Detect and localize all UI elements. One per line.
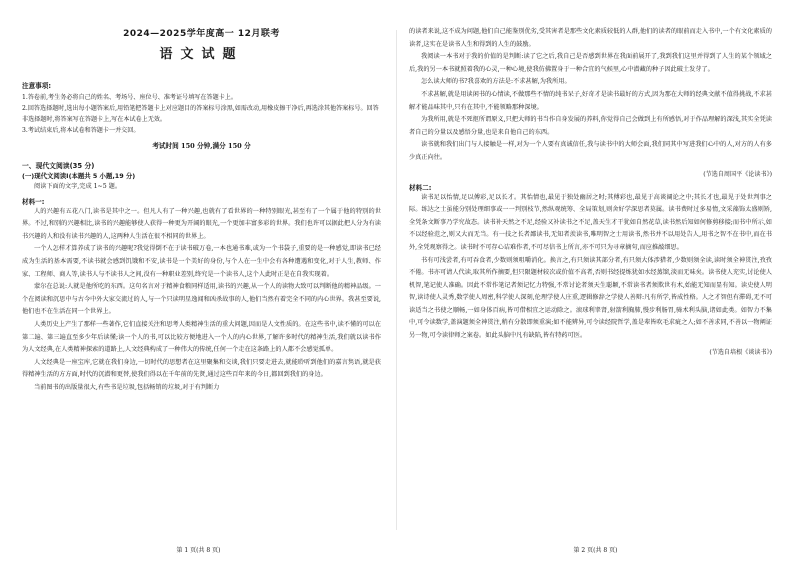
paragraph: 怎么读大师的书?我喜欢的方法是:不求甚解,为我所用。 [421, 78, 571, 86]
right-page [397, 0, 794, 562]
page-footer: 第 2 页(共 8 页) [573, 547, 618, 554]
material-label: 材料一: [22, 197, 45, 206]
paragraph: 读书足以怡情,足以傅彩,足以长才。其怡情也,最见于独处幽居之时;其傅彩也,最见于高谈阔论之中;其长才也,最见于处世判事之际。练达之士虽能分别处理细事或一一判别枝节,然纵观统筹、全局策划,则舍好学深思者莫属。读书费时过多易惰,文采藻饰太盛则矫,全凭条文断事乃学究故态。读书补天然之不足,经验又补读书之不足,盖天生才干犹如自然花草,读书然后知如何修剪移接;而书中所示,如不以经验范之,则又大而无当。有一技之长者鄙读书,无知者羡读书,唯明智之士用读书,然书并不以用处告人,用书之智不在书中,而在书外,全凭观察得之。读书时不可存心诘难作者,不可尽信书上所言,亦不可只为寻章摘句,而应推敲细思。 [409, 193, 772, 251]
paragraph: 不求甚解,就是用读闲书的心情读,不做那些不情的纯书呆子,好奇才是读书最好的方式,因为那在大师的经典文献不值得挑战,不求甚解才能品味其中,只有在其中,不能领略那种深境。 [409, 90, 772, 111]
exam-time: 考试时间 150 分钟,满分 150 分 [152, 142, 251, 150]
paragraph: 当前图书的出版量很大,有些书是垃圾,包括畅销的垃圾,对于有判断力 [34, 383, 220, 391]
exam-title: 2024—2025学年度高一 12月联考 [123, 29, 280, 39]
notice-heading: 注意事项: [22, 82, 52, 90]
paragraph: 的读者来说,这不成为问题,他们自己能鉴别优劣,受其害者是那些文化素质较低的人群,他们的读者的眼前而走入书中,一个有文化素质的读者,这实在是读书人生和得到的人生的鼓励。 [409, 28, 772, 48]
paragraph: 读书就和我们出门与人接触是一样,对为一个人要有真诚信任,我与读书中的大师会面,我们同其中写进我们心中的人,对方的人有多少真正向往。 [409, 141, 772, 161]
notice-item: 1.答卷前,考生务必将自己的姓名、考场号、座位号、准考证号填写在答题卡上。 [22, 94, 237, 101]
paragraph: 蒙尔在总说:人就是他所吃的东西。这句名言对于精神食粮同样适用,读书的兴趣,从一个人的读物大致可以判断他的精神品级。一个在阅读和沉思中与古今中外大家交流过的人,与一个只读明星逸闻和凶杀故事的人,他们当然有着完全不同的内心世界。我甚至要说,他们也不在生活在同一个世界上。 [22, 283, 381, 316]
source-citation: (节选自培根《谈读书》) [709, 348, 772, 356]
section-heading: 一、现代文阅读(35 分) [22, 162, 95, 170]
notice-item: 3.考试结束后,将本试卷和答题卡一并交回。 [22, 127, 140, 134]
instruction: 阅读下面的文字,完成 1~5 题。 [34, 183, 122, 190]
paragraph: 一个人怎样才算养成了读书的兴趣呢?我觉得倒不在于读书破万卷,一本也通书难,或为一个书袋子,重要的是一种感觉,即读书已经成为生活的基本需要,不读书就会感到饥饿和不安,读书是一个美好的身份,与个人在一生中会有各种遭遇和变化,对于人生,教师、作家、工程师、商人等,读书人与不读书人之间,没有一种职业差别,终究是一个读书人,这个人此时正是在自我实现着。 [22, 245, 381, 278]
paragraph: 为我所用,就是不死抠所谓原义,只把大师的书当作自身发展的养料,你觉得自己会做到上有所感悟,对于作品理解的深浅,其实全凭读者自己的分量以及感悟分量,也是来自他自己的东西。 [409, 116, 772, 136]
paragraph: 人类历史上产生了那样一些著作,它们直接关注和思考人类精神生活的重大问题,因而是人文性质的。在这些书中,读不懂的可以在第二遍、第三遍直至多少年后读懂;读一个人的书,可以比较方便地进入一个人的内心世界,了解许多时代的精神生活,我们就以读书作为人文经典,在人类精神探索的道路上,人文经典构成了一种伟大的传统,任何一个走在这条路上的人都不会感觉孤单。 [22, 320, 381, 354]
material-label: 材料二: [409, 183, 432, 192]
subsection-heading: (一)现代文阅读Ⅰ(本题共 5 小题,19 分) [22, 172, 136, 180]
source-citation: (节选自周国平《论读书》) [703, 170, 772, 178]
paragraph: 人文经典是一座宝库,它就在我们身边,一切时代的思想者在这里聚集和交谈,我们只要走进去,就能聆听到他们的嘉言隽语,就是获得精神生活的方方面,时代的沉潜和更替,使我们得以在千年前的先贤,通过这些百年来的今日,都回到我们的身边。 [22, 358, 381, 379]
paragraph: 人的兴趣有五花八门,读书是其中之一。但凡人有了一种兴趣,也就有了看世界的一种特别眼光,甚至有了一个属于他的特别的世界。不过,和别的兴趣相比,读书的兴趣能够使人获得一种更为开阔的眼光,一个更加丰富多彩的世界。我们也许可以据此把人分为有读书兴趣的人和没有读书兴趣的人,这两种人生活在很不相同的世界上。 [22, 207, 381, 240]
paragraph: 书有可浅尝者,有可吞食者,少数则须咀嚼消化。换言之,有只须读其部分者,有只须大体涉猎者,少数则须全读,读时须全神贯注,孜孜不倦。书亦可请人代读,取其所作摘要,但只限题材较次或价值不高者,否则书经提炼犹如水经蒸馏,淡而无味矣。读书使人充实,讨论使人机智,笔记使人准确。因此不常作笔记者须记忆力特强,不常讨论者须天生聪颖,不常读书者须欺世有术,始能无知而显有知。读史使人明智,读诗使人灵秀,数学使人周密,科学使人深刻,伦理学使人庄重,逻辑修辞之学使人善辩:凡有所学,皆成性格。人之才智但有滞碍,无不可读适当之书使之顺畅,一如身体百病,皆可借相宜之运动除之。滚球利睾肾,射箭利胸肺,慢步利肠胃,骑术利头脑,诸如此类。如智力不集中,可令读数学,盖演题须全神贯注,稍有分散即须重演;如不能辨异,可令读经院哲学,盖是辈皆吹毛求疵之人;如不善求同,不善以一物阐证另一物,可令读律师之案卷。如此头脑中凡有缺陷,皆有特药可医。 [409, 256, 772, 340]
notice-item: 2.回答选择题时,选出每小题答案后,用铅笔把答题卡上对应题目的答案标号涂黑,如需改动,用橡皮擦干净后,再选涂其他答案标号。回答非选择题时,将答案写在答题卡上,写在本试卷上无效。 [22, 105, 379, 123]
subject-title: 语文试题 [159, 47, 244, 62]
page-footer: 第 1 页(共 8 页) [176, 547, 221, 554]
paragraph: 我阅读一本书对于我的价值的是判断:读了它之后,我自己是否感到世界在我面前展开了,我到我们这里并得到了人生的某个领域之后,我的另一本书就照着我的心灵,一种心境,使我仿佛置身于一种合宜的气候里,心中潜藏的种子因此破土发芽了。 [409, 53, 772, 73]
